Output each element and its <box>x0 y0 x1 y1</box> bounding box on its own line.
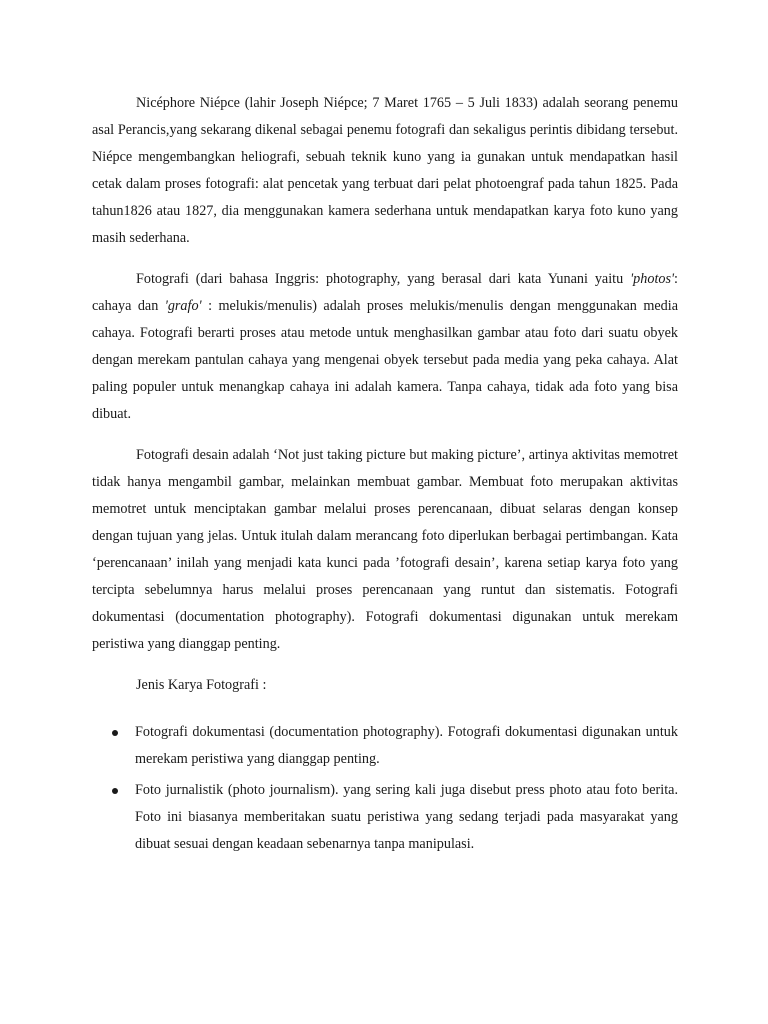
list-item-text: Foto jurnalistik (photo journalism). yang sering kali juga disebut press photo atau foto berita. Foto ini biasanya memberitakan suatu peristiwa yang sedang terjadi pada masyarakat yang dibuat sesuai dengan keadaan sebenarnya tanpa manipulasi. <box>135 782 678 852</box>
list-item <box>92 719 678 773</box>
bullet-list <box>92 719 678 858</box>
list-item <box>92 777 678 858</box>
paragraph-fotografi-definition <box>92 266 678 428</box>
term-grafo: 'grafo' <box>164 298 202 314</box>
list-heading: Jenis Karya Fotografi : <box>136 677 267 693</box>
paragraph-fotografi-text-b: : cahaya dan <box>92 271 678 314</box>
list-item-text: Fotografi dokumentasi (documentation photography). Fotografi dokumentasi digunakan untuk merekam peristiwa yang dianggap penting. <box>135 724 678 767</box>
paragraph-niepce: Nicéphore Niépce (lahir Joseph Niépce; 7 Maret 1765 – 5 Juli 1833) adalah seorang penemu asal Perancis,yang sekarang dikenal sebagai penemu fotografi dan sekaligus perintis dibidang tersebut. Niépce mengembangkan heliografi, sebuah teknik kuno yang ia gunakan untuk mendapatkan hasil cetak dalam proses fotografi: alat pencetak yang terbuat dari pelat photoengraf pada tahun 1825. Pada tahun1826 atau 1827, dia menggunakan kamera sederhana untuk mendapatkan karya foto kuno yang masih sederhana. <box>92 95 678 246</box>
bullet-icon <box>112 788 118 794</box>
document-page <box>92 90 678 862</box>
paragraph-fotografi-text-a: Fotografi (dari bahasa Inggris: photography, yang berasal dari kata Yunani yaitu <box>136 271 631 287</box>
bullet-icon <box>112 730 118 736</box>
paragraph-fotografi-text-c: : melukis/menulis) adalah proses melukis/menulis dengan menggunakan media cahaya. Fotografi berarti proses atau metode untuk menghasilkan gambar atau foto dari suatu obyek dengan merekam pantulan cahaya yang mengenai obyek tersebut pada media yang peka cahaya. Alat paling populer untuk menangkap cahaya ini adalah kamera. Tanpa cahaya, tidak ada foto yang bisa dibuat. <box>92 298 678 422</box>
term-photos: 'photos' <box>630 271 675 287</box>
paragraph-fotografi-desain: Fotografi desain adalah ‘Not just taking picture but making picture’, artinya aktivitas memotret tidak hanya mengambil gambar, melainkan membuat gambar. Membuat foto merupakan aktivitas memotret untuk menciptakan gambar melalui proses perencanaan, dibuat selaras dengan konsep dengan tujuan yang jelas. Untuk itulah dalam merancang foto diperlukan berbagai pertimbangan. Kata ‘perencanaan’ inilah yang menjadi kata kunci pada ’fotografi desain’, karena setiap karya foto yang tercipta sebelumnya harus melalui proses perencanaan yang runtut dan sistematis. Fotografi dokumentasi (documentation photography). Fotografi dokumentasi digunakan untuk merekam peristiwa yang dianggap penting. <box>92 447 678 652</box>
